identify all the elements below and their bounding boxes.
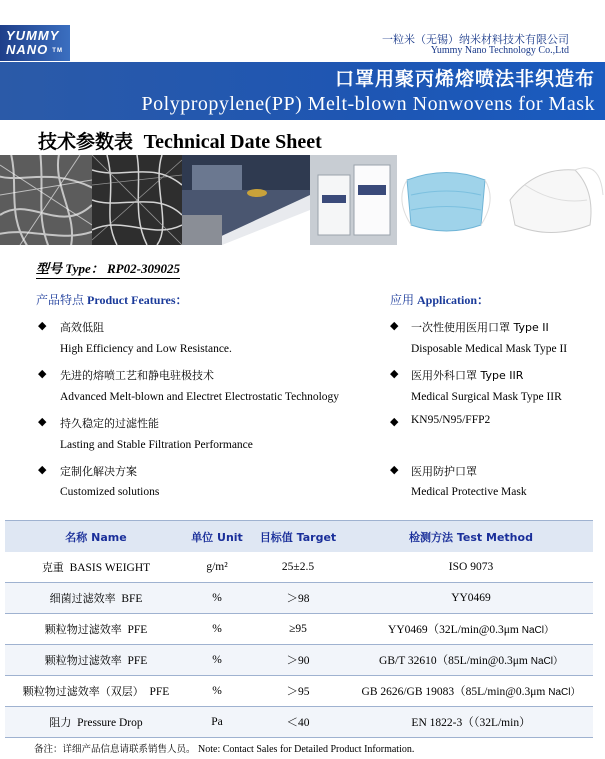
model-type	[36, 258, 180, 279]
cell-method: GB/T 32610（85L/min@0.3μm NaCl）	[349, 645, 593, 676]
cell-target: ＞95	[247, 676, 349, 707]
logo-line1: YUMMY	[6, 28, 60, 43]
sheet-title-en: Technical Date Sheet	[143, 131, 322, 153]
production-line-photo	[182, 155, 310, 245]
application-heading-cn: 应用	[390, 293, 415, 307]
cell-target: 25±2.5	[247, 552, 349, 583]
column-header-name: 名称 Name	[5, 521, 187, 553]
cell-name: 克重 BASIS WEIGHT	[5, 552, 187, 583]
cell-name: 颗粒物过滤效率 PFE	[5, 614, 187, 645]
model-label-cn: 型号	[36, 262, 63, 277]
sheet-title	[38, 127, 322, 154]
features-heading-cn: 产品特点	[36, 293, 85, 307]
cell-name: 颗粒物过滤效率 PFE	[5, 645, 187, 676]
cell-target: ＞90	[247, 645, 349, 676]
feature-item-en: Lasting and Stable Filtration Performance	[60, 439, 253, 451]
logo-trademark: TM	[52, 47, 63, 54]
sheet-title-cn: 技术参数表	[38, 131, 134, 153]
product-title-cn: 口罩用聚丙烯熔喷法非织造布	[334, 68, 595, 90]
bullet-diamond-icon: ◆	[38, 367, 47, 380]
bullet-diamond-icon: ◆	[390, 415, 399, 428]
footnote	[34, 741, 414, 755]
feature-item-cn: 高效低阻	[60, 321, 104, 334]
application-item: 医用防护口罩	[411, 465, 477, 478]
application-item-sub: Medical Surgical Mask Type IIR	[411, 391, 562, 403]
bullet-diamond-icon: ◆	[38, 463, 47, 476]
application-item-sub: Disposable Medical Mask Type II	[411, 343, 568, 355]
cell-name: 细菌过滤效率 BFE	[5, 583, 187, 614]
application-item-sub: Medical Protective Mask	[411, 486, 527, 498]
table-row	[5, 614, 593, 645]
cell-method: EN 1822-3（（32L/min）	[349, 707, 593, 738]
cell-method: GB 2626/GB 19083（85L/min@0.3μm NaCl）	[349, 676, 593, 707]
cell-method: YY0469	[349, 583, 593, 614]
bullet-diamond-icon: ◆	[390, 367, 399, 380]
spec-table	[5, 520, 593, 738]
feature-item-cn: 定制化解决方案	[60, 465, 137, 478]
cell-unit: %	[187, 645, 247, 676]
column-header-target: 目标值 Target	[247, 521, 349, 553]
column-header-method: 检测方法 Test Method	[349, 521, 593, 553]
surgical-mask-photo	[397, 155, 495, 245]
table-header-row	[5, 521, 593, 553]
table-row	[5, 707, 593, 738]
feature-item-en: Customized solutions	[60, 486, 160, 498]
cell-name: 颗粒物过滤效率（双层） PFE	[5, 676, 187, 707]
column-header-unit: 单位 Unit	[187, 521, 247, 553]
fiber-microscope-photo-1	[0, 155, 92, 245]
kn95-mask-photo	[495, 155, 605, 245]
product-photo-strip	[0, 155, 605, 245]
application-item: 医用外科口罩 Type IIR	[411, 369, 524, 382]
cell-method: YY0469（32L/min@0.3μm NaCl）	[349, 614, 593, 645]
cell-unit: Pa	[187, 707, 247, 738]
company-name-en: Yummy Nano Technology Co.,Ltd	[430, 45, 569, 56]
feature-item-en: Advanced Melt-blown and Electret Electrostatic Technology	[60, 391, 340, 403]
fiber-microscope-photo-2	[92, 155, 182, 245]
cell-target: ≥95	[247, 614, 349, 645]
logo-line2: NANO	[6, 42, 49, 57]
model-label-en: Type：	[65, 261, 104, 276]
application-heading-en: Application：	[417, 293, 490, 307]
table-row	[5, 676, 593, 707]
footnote-en: Note: Contact Sales for Detailed Product Information.	[198, 744, 415, 755]
bullet-diamond-icon: ◆	[38, 415, 47, 428]
cell-unit: %	[187, 676, 247, 707]
cell-unit: %	[187, 614, 247, 645]
application-item: 一次性使用医用口罩 Type II	[411, 321, 549, 334]
application-item: KN95/N95/FFP2	[411, 414, 491, 426]
feature-item-cn: 持久稳定的过滤性能	[60, 417, 159, 430]
company-logo	[0, 25, 70, 61]
features-heading	[36, 291, 188, 308]
bullet-diamond-icon: ◆	[390, 319, 399, 332]
features-heading-en: Product Features：	[87, 293, 188, 307]
cell-method: ISO 9073	[349, 552, 593, 583]
bullet-diamond-icon: ◆	[390, 463, 399, 476]
table-row	[5, 645, 593, 676]
feature-item-en: High Efficiency and Low Resistance.	[60, 343, 232, 355]
product-packaging-photo	[310, 155, 397, 245]
model-value: RP02-309025	[107, 261, 180, 276]
footnote-cn: 备注：详细产品信息请联系销售人员。	[34, 744, 196, 755]
table-row	[5, 583, 593, 614]
bullet-diamond-icon: ◆	[38, 319, 47, 332]
application-heading	[390, 291, 489, 308]
cell-unit: %	[187, 583, 247, 614]
product-title-en: Polypropylene(PP) Melt-blown Nonwovens for Mask	[141, 93, 595, 115]
company-name-cn: 一粒米（无锡）纳米材料技术有限公司	[382, 33, 569, 46]
table-row	[5, 552, 593, 583]
cell-unit: g/m²	[187, 552, 247, 583]
cell-name: 阻力 Pressure Drop	[5, 707, 187, 738]
feature-item-cn: 先进的熔喷工艺和静电驻极技术	[60, 369, 214, 382]
cell-target: ＜40	[247, 707, 349, 738]
cell-target: ＞98	[247, 583, 349, 614]
